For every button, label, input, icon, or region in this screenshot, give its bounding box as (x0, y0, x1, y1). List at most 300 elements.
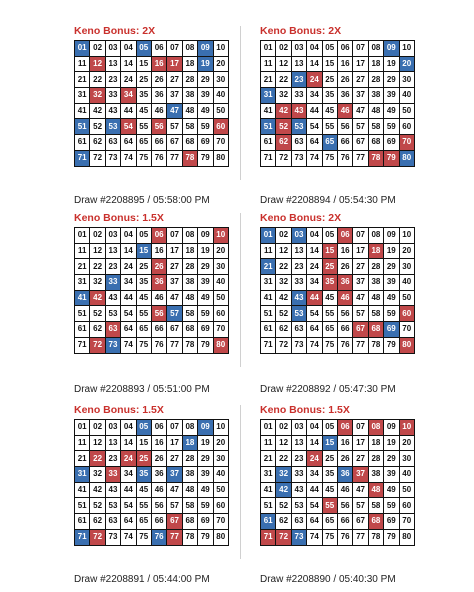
keno-number-cell: 53 (292, 306, 307, 322)
keno-number-cell: 76 (338, 530, 353, 546)
keno-number-cell: 48 (369, 291, 384, 307)
keno-number-cell: 56 (338, 306, 353, 322)
keno-bonus-label: Keno Bonus: 2X (260, 212, 342, 224)
keno-number-cell: 53 (106, 498, 121, 514)
keno-number-cell: 63 (292, 135, 307, 151)
keno-number-cell: 28 (369, 72, 384, 88)
keno-number-cell: 47 (167, 483, 182, 499)
keno-number-cell: 74 (121, 338, 136, 354)
keno-number-cell: 73 (292, 151, 307, 167)
keno-number-cell: 58 (369, 119, 384, 135)
keno-number-cell: 71 (75, 530, 90, 546)
keno-number-cell: 07 (353, 41, 368, 57)
keno-number-cell: 50 (400, 291, 415, 307)
keno-number-cell: 39 (384, 275, 399, 291)
keno-number-cell: 26 (152, 72, 167, 88)
keno-number-cell: 35 (323, 467, 338, 483)
keno-number-cell: 42 (90, 483, 105, 499)
keno-number-cell: 02 (90, 41, 105, 57)
keno-number-cell: 11 (261, 436, 276, 452)
keno-number-cell: 08 (369, 228, 384, 244)
keno-number-cell: 64 (307, 322, 322, 338)
keno-number-cell: 53 (292, 119, 307, 135)
keno-number-cell: 36 (338, 467, 353, 483)
keno-number-cell: 27 (353, 72, 368, 88)
keno-card-draw-2208890 (260, 403, 424, 546)
draw-info: Draw #2208890 / 05:40:30 PM (260, 574, 396, 585)
keno-number-cell: 49 (384, 291, 399, 307)
keno-number-cell: 05 (137, 420, 152, 436)
keno-number-cell: 74 (121, 151, 136, 167)
keno-number-cell: 36 (152, 467, 167, 483)
keno-number-cell: 19 (384, 57, 399, 73)
keno-number-cell: 20 (400, 57, 415, 73)
keno-number-cell: 15 (323, 436, 338, 452)
keno-number-cell: 28 (369, 451, 384, 467)
keno-number-cell: 51 (75, 306, 90, 322)
keno-number-cell: 21 (75, 451, 90, 467)
keno-number-cell: 10 (214, 420, 229, 436)
keno-number-cell: 61 (75, 322, 90, 338)
keno-number-cell: 32 (276, 275, 291, 291)
keno-number-cell: 50 (214, 291, 229, 307)
keno-card-draw-2208894 (260, 24, 424, 167)
keno-number-cell: 25 (137, 259, 152, 275)
keno-number-cell: 78 (183, 530, 198, 546)
keno-number-cell: 22 (90, 259, 105, 275)
keno-number-cell: 12 (90, 57, 105, 73)
keno-number-cell: 11 (261, 57, 276, 73)
keno-number-cell: 76 (338, 338, 353, 354)
keno-number-cell: 62 (276, 322, 291, 338)
keno-number-cell: 30 (400, 259, 415, 275)
keno-number-cell: 51 (75, 498, 90, 514)
keno-number-cell: 14 (121, 436, 136, 452)
keno-number-cell: 53 (106, 306, 121, 322)
keno-number-cell: 57 (167, 498, 182, 514)
keno-number-cell: 45 (137, 104, 152, 120)
keno-number-cell: 46 (152, 291, 167, 307)
keno-number-cell: 09 (384, 41, 399, 57)
keno-number-cell: 24 (121, 259, 136, 275)
keno-number-cell: 80 (400, 530, 415, 546)
keno-number-cell: 36 (338, 275, 353, 291)
keno-number-cell: 72 (276, 530, 291, 546)
keno-number-cell: 59 (198, 119, 213, 135)
keno-number-cell: 78 (183, 338, 198, 354)
keno-number-cell: 25 (137, 72, 152, 88)
keno-number-cell: 62 (276, 514, 291, 530)
keno-number-cell: 40 (400, 467, 415, 483)
keno-number-cell: 46 (152, 483, 167, 499)
keno-number-cell: 69 (198, 514, 213, 530)
keno-number-cell: 36 (338, 88, 353, 104)
keno-number-cell: 48 (369, 483, 384, 499)
column-divider (240, 26, 241, 180)
keno-number-cell: 21 (75, 72, 90, 88)
keno-number-cell: 42 (276, 483, 291, 499)
keno-number-cell: 21 (261, 259, 276, 275)
keno-number-cell: 80 (400, 151, 415, 167)
keno-number-cell: 75 (137, 338, 152, 354)
keno-number-cell: 66 (152, 514, 167, 530)
keno-number-cell: 73 (106, 151, 121, 167)
keno-number-cell: 09 (198, 228, 213, 244)
keno-number-cell: 22 (276, 259, 291, 275)
keno-number-cell: 14 (121, 244, 136, 260)
keno-number-cell: 55 (137, 119, 152, 135)
keno-number-cell: 76 (152, 530, 167, 546)
keno-number-cell: 17 (353, 244, 368, 260)
keno-number-cell: 39 (384, 467, 399, 483)
keno-number-cell: 07 (167, 420, 182, 436)
keno-number-cell: 40 (214, 275, 229, 291)
keno-number-cell: 14 (307, 436, 322, 452)
keno-number-cell: 78 (369, 151, 384, 167)
keno-number-cell: 78 (369, 530, 384, 546)
keno-number-cell: 50 (400, 483, 415, 499)
keno-number-cell: 69 (198, 135, 213, 151)
keno-number-cell: 03 (106, 41, 121, 57)
keno-number-cell: 11 (261, 244, 276, 260)
keno-number-cell: 71 (261, 151, 276, 167)
keno-number-cell: 15 (137, 244, 152, 260)
keno-number-cell: 76 (152, 151, 167, 167)
keno-number-cell: 33 (292, 88, 307, 104)
keno-number-cell: 50 (214, 104, 229, 120)
keno-bonus-label: Keno Bonus: 1.5X (260, 404, 350, 416)
keno-number-cell: 51 (261, 498, 276, 514)
keno-number-cell: 52 (90, 306, 105, 322)
keno-number-cell: 68 (369, 322, 384, 338)
keno-number-cell: 05 (323, 41, 338, 57)
keno-number-cell: 44 (307, 483, 322, 499)
keno-number-cell: 03 (106, 228, 121, 244)
keno-number-cell: 60 (214, 498, 229, 514)
keno-number-cell: 31 (75, 88, 90, 104)
keno-number-cell: 27 (167, 451, 182, 467)
keno-number-grid (74, 419, 229, 546)
keno-number-cell: 51 (75, 119, 90, 135)
keno-number-cell: 77 (353, 151, 368, 167)
keno-number-cell: 61 (75, 514, 90, 530)
keno-number-cell: 51 (261, 306, 276, 322)
keno-number-cell: 36 (152, 88, 167, 104)
keno-number-cell: 14 (307, 244, 322, 260)
keno-number-cell: 38 (183, 467, 198, 483)
keno-number-cell: 37 (353, 467, 368, 483)
keno-number-cell: 52 (90, 498, 105, 514)
keno-number-cell: 20 (214, 244, 229, 260)
keno-number-cell: 46 (338, 483, 353, 499)
keno-number-cell: 47 (353, 291, 368, 307)
keno-number-cell: 62 (276, 135, 291, 151)
keno-number-grid (260, 227, 415, 354)
keno-number-cell: 13 (292, 57, 307, 73)
keno-number-cell: 20 (400, 244, 415, 260)
keno-number-cell: 57 (353, 498, 368, 514)
keno-number-cell: 45 (137, 291, 152, 307)
keno-number-cell: 59 (384, 119, 399, 135)
keno-number-cell: 35 (137, 467, 152, 483)
keno-number-cell: 28 (183, 72, 198, 88)
keno-number-grid (74, 40, 229, 167)
keno-number-cell: 78 (369, 338, 384, 354)
keno-number-cell: 01 (75, 41, 90, 57)
keno-number-cell: 30 (214, 259, 229, 275)
keno-number-cell: 03 (106, 420, 121, 436)
keno-number-grid (260, 419, 415, 546)
keno-number-cell: 80 (214, 338, 229, 354)
keno-number-cell: 19 (198, 57, 213, 73)
keno-number-cell: 01 (261, 41, 276, 57)
keno-number-cell: 62 (90, 514, 105, 530)
keno-number-cell: 12 (276, 436, 291, 452)
keno-number-cell: 09 (198, 420, 213, 436)
keno-number-cell: 17 (167, 436, 182, 452)
keno-number-cell: 30 (214, 72, 229, 88)
keno-number-cell: 67 (353, 514, 368, 530)
keno-number-cell: 44 (121, 483, 136, 499)
keno-number-cell: 64 (121, 514, 136, 530)
keno-number-cell: 63 (292, 514, 307, 530)
keno-number-cell: 80 (214, 530, 229, 546)
keno-number-cell: 34 (121, 88, 136, 104)
keno-number-cell: 10 (214, 41, 229, 57)
keno-number-cell: 35 (323, 88, 338, 104)
keno-number-cell: 44 (121, 104, 136, 120)
keno-number-cell: 05 (323, 228, 338, 244)
keno-number-cell: 51 (261, 119, 276, 135)
keno-number-cell: 78 (183, 151, 198, 167)
keno-number-cell: 13 (106, 244, 121, 260)
keno-number-cell: 31 (75, 467, 90, 483)
keno-number-cell: 12 (276, 244, 291, 260)
keno-number-cell: 79 (384, 338, 399, 354)
keno-number-cell: 29 (198, 72, 213, 88)
keno-number-cell: 47 (353, 104, 368, 120)
keno-number-cell: 40 (214, 467, 229, 483)
keno-number-cell: 77 (353, 338, 368, 354)
keno-number-cell: 60 (214, 119, 229, 135)
draw-info: Draw #2208894 / 05:54:30 PM (260, 195, 396, 206)
keno-bonus-label: Keno Bonus: 1.5X (74, 404, 164, 416)
keno-number-cell: 04 (121, 228, 136, 244)
keno-number-cell: 06 (338, 228, 353, 244)
keno-number-cell: 44 (121, 291, 136, 307)
keno-number-cell: 27 (353, 451, 368, 467)
keno-number-cell: 62 (90, 135, 105, 151)
keno-number-cell: 27 (353, 259, 368, 275)
keno-number-cell: 22 (90, 72, 105, 88)
keno-number-cell: 23 (106, 72, 121, 88)
keno-number-cell: 30 (400, 72, 415, 88)
keno-number-cell: 75 (323, 151, 338, 167)
keno-number-cell: 26 (152, 451, 167, 467)
keno-number-cell: 65 (137, 514, 152, 530)
keno-number-cell: 22 (276, 72, 291, 88)
keno-number-cell: 17 (353, 436, 368, 452)
keno-number-cell: 68 (183, 135, 198, 151)
keno-number-cell: 39 (198, 467, 213, 483)
keno-number-cell: 68 (183, 514, 198, 530)
keno-number-cell: 26 (152, 259, 167, 275)
keno-number-cell: 56 (338, 119, 353, 135)
keno-number-cell: 04 (121, 41, 136, 57)
keno-number-cell: 17 (353, 57, 368, 73)
keno-number-cell: 10 (400, 41, 415, 57)
keno-number-cell: 74 (307, 338, 322, 354)
keno-number-cell: 65 (137, 322, 152, 338)
keno-number-cell: 43 (292, 104, 307, 120)
keno-number-cell: 10 (214, 228, 229, 244)
keno-number-cell: 67 (353, 135, 368, 151)
keno-number-cell: 56 (152, 306, 167, 322)
keno-number-cell: 54 (307, 498, 322, 514)
keno-bonus-label: Keno Bonus: 2X (74, 25, 156, 37)
keno-number-cell: 38 (369, 88, 384, 104)
keno-number-cell: 12 (90, 436, 105, 452)
keno-number-cell: 58 (183, 119, 198, 135)
keno-number-cell: 63 (292, 322, 307, 338)
keno-number-cell: 45 (137, 483, 152, 499)
keno-number-cell: 79 (384, 151, 399, 167)
keno-number-cell: 77 (167, 530, 182, 546)
keno-number-cell: 02 (276, 228, 291, 244)
keno-number-cell: 35 (137, 88, 152, 104)
keno-number-cell: 49 (198, 291, 213, 307)
keno-number-cell: 77 (353, 530, 368, 546)
draw-info: Draw #2208891 / 05:44:00 PM (74, 574, 210, 585)
keno-number-cell: 23 (292, 259, 307, 275)
keno-number-cell: 77 (167, 151, 182, 167)
draw-info: Draw #2208895 / 05:58:00 PM (74, 195, 210, 206)
keno-number-cell: 24 (121, 72, 136, 88)
keno-number-cell: 37 (167, 88, 182, 104)
keno-number-cell: 25 (323, 259, 338, 275)
keno-number-cell: 18 (183, 436, 198, 452)
keno-number-cell: 52 (276, 119, 291, 135)
keno-number-cell: 09 (384, 228, 399, 244)
keno-number-cell: 74 (307, 151, 322, 167)
keno-number-cell: 69 (198, 322, 213, 338)
keno-number-cell: 61 (261, 322, 276, 338)
keno-number-cell: 61 (261, 514, 276, 530)
keno-number-cell: 30 (400, 451, 415, 467)
keno-number-cell: 37 (167, 467, 182, 483)
keno-number-cell: 65 (323, 514, 338, 530)
keno-number-cell: 70 (214, 322, 229, 338)
keno-number-cell: 09 (198, 41, 213, 57)
keno-number-cell: 03 (292, 41, 307, 57)
keno-number-cell: 25 (323, 451, 338, 467)
keno-number-cell: 62 (90, 322, 105, 338)
keno-number-cell: 39 (384, 88, 399, 104)
keno-number-cell: 37 (167, 275, 182, 291)
keno-number-cell: 42 (90, 291, 105, 307)
keno-number-cell: 10 (400, 420, 415, 436)
keno-number-cell: 43 (106, 483, 121, 499)
keno-number-cell: 32 (276, 88, 291, 104)
keno-number-cell: 47 (167, 104, 182, 120)
keno-number-cell: 68 (183, 322, 198, 338)
keno-number-cell: 48 (183, 291, 198, 307)
keno-number-cell: 50 (214, 483, 229, 499)
keno-number-cell: 42 (276, 104, 291, 120)
keno-number-cell: 53 (106, 119, 121, 135)
keno-number-cell: 72 (276, 338, 291, 354)
keno-number-cell: 38 (369, 467, 384, 483)
keno-number-cell: 69 (384, 135, 399, 151)
keno-number-cell: 02 (90, 420, 105, 436)
keno-number-cell: 35 (137, 275, 152, 291)
keno-number-cell: 23 (292, 451, 307, 467)
keno-number-cell: 42 (276, 291, 291, 307)
keno-number-cell: 16 (338, 244, 353, 260)
keno-number-cell: 10 (400, 228, 415, 244)
keno-number-cell: 29 (384, 72, 399, 88)
keno-number-cell: 23 (292, 72, 307, 88)
keno-number-cell: 70 (214, 135, 229, 151)
keno-number-cell: 41 (75, 291, 90, 307)
keno-number-cell: 32 (90, 88, 105, 104)
keno-number-cell: 48 (183, 104, 198, 120)
keno-number-cell: 40 (400, 275, 415, 291)
keno-number-cell: 20 (214, 57, 229, 73)
keno-number-cell: 11 (75, 244, 90, 260)
keno-number-cell: 57 (353, 306, 368, 322)
keno-number-cell: 33 (106, 467, 121, 483)
keno-number-cell: 21 (261, 72, 276, 88)
keno-number-cell: 55 (137, 498, 152, 514)
keno-number-cell: 79 (198, 530, 213, 546)
keno-number-cell: 05 (137, 41, 152, 57)
keno-number-cell: 33 (292, 467, 307, 483)
keno-number-cell: 55 (137, 306, 152, 322)
keno-number-cell: 08 (369, 420, 384, 436)
keno-number-cell: 64 (307, 135, 322, 151)
keno-number-cell: 12 (276, 57, 291, 73)
keno-number-cell: 45 (323, 104, 338, 120)
keno-number-cell: 54 (307, 119, 322, 135)
keno-number-cell: 46 (152, 104, 167, 120)
keno-number-cell: 58 (183, 498, 198, 514)
keno-number-cell: 33 (106, 88, 121, 104)
keno-number-cell: 76 (152, 338, 167, 354)
keno-number-cell: 41 (261, 104, 276, 120)
keno-number-cell: 34 (121, 467, 136, 483)
keno-number-cell: 63 (106, 135, 121, 151)
keno-number-cell: 40 (400, 88, 415, 104)
keno-number-cell: 28 (183, 259, 198, 275)
keno-number-cell: 13 (292, 244, 307, 260)
keno-number-cell: 57 (167, 306, 182, 322)
draw-info: Draw #2208892 / 05:47:30 PM (260, 384, 396, 395)
keno-number-cell: 20 (214, 436, 229, 452)
keno-card-draw-2208891 (74, 403, 238, 546)
keno-number-cell: 31 (261, 275, 276, 291)
keno-number-cell: 58 (183, 306, 198, 322)
keno-number-cell: 41 (261, 291, 276, 307)
keno-number-cell: 66 (338, 135, 353, 151)
keno-number-cell: 22 (276, 451, 291, 467)
keno-number-cell: 16 (152, 436, 167, 452)
keno-number-cell: 37 (353, 275, 368, 291)
keno-number-cell: 06 (338, 420, 353, 436)
keno-number-cell: 06 (152, 228, 167, 244)
keno-number-cell: 23 (106, 451, 121, 467)
keno-number-cell: 32 (90, 275, 105, 291)
